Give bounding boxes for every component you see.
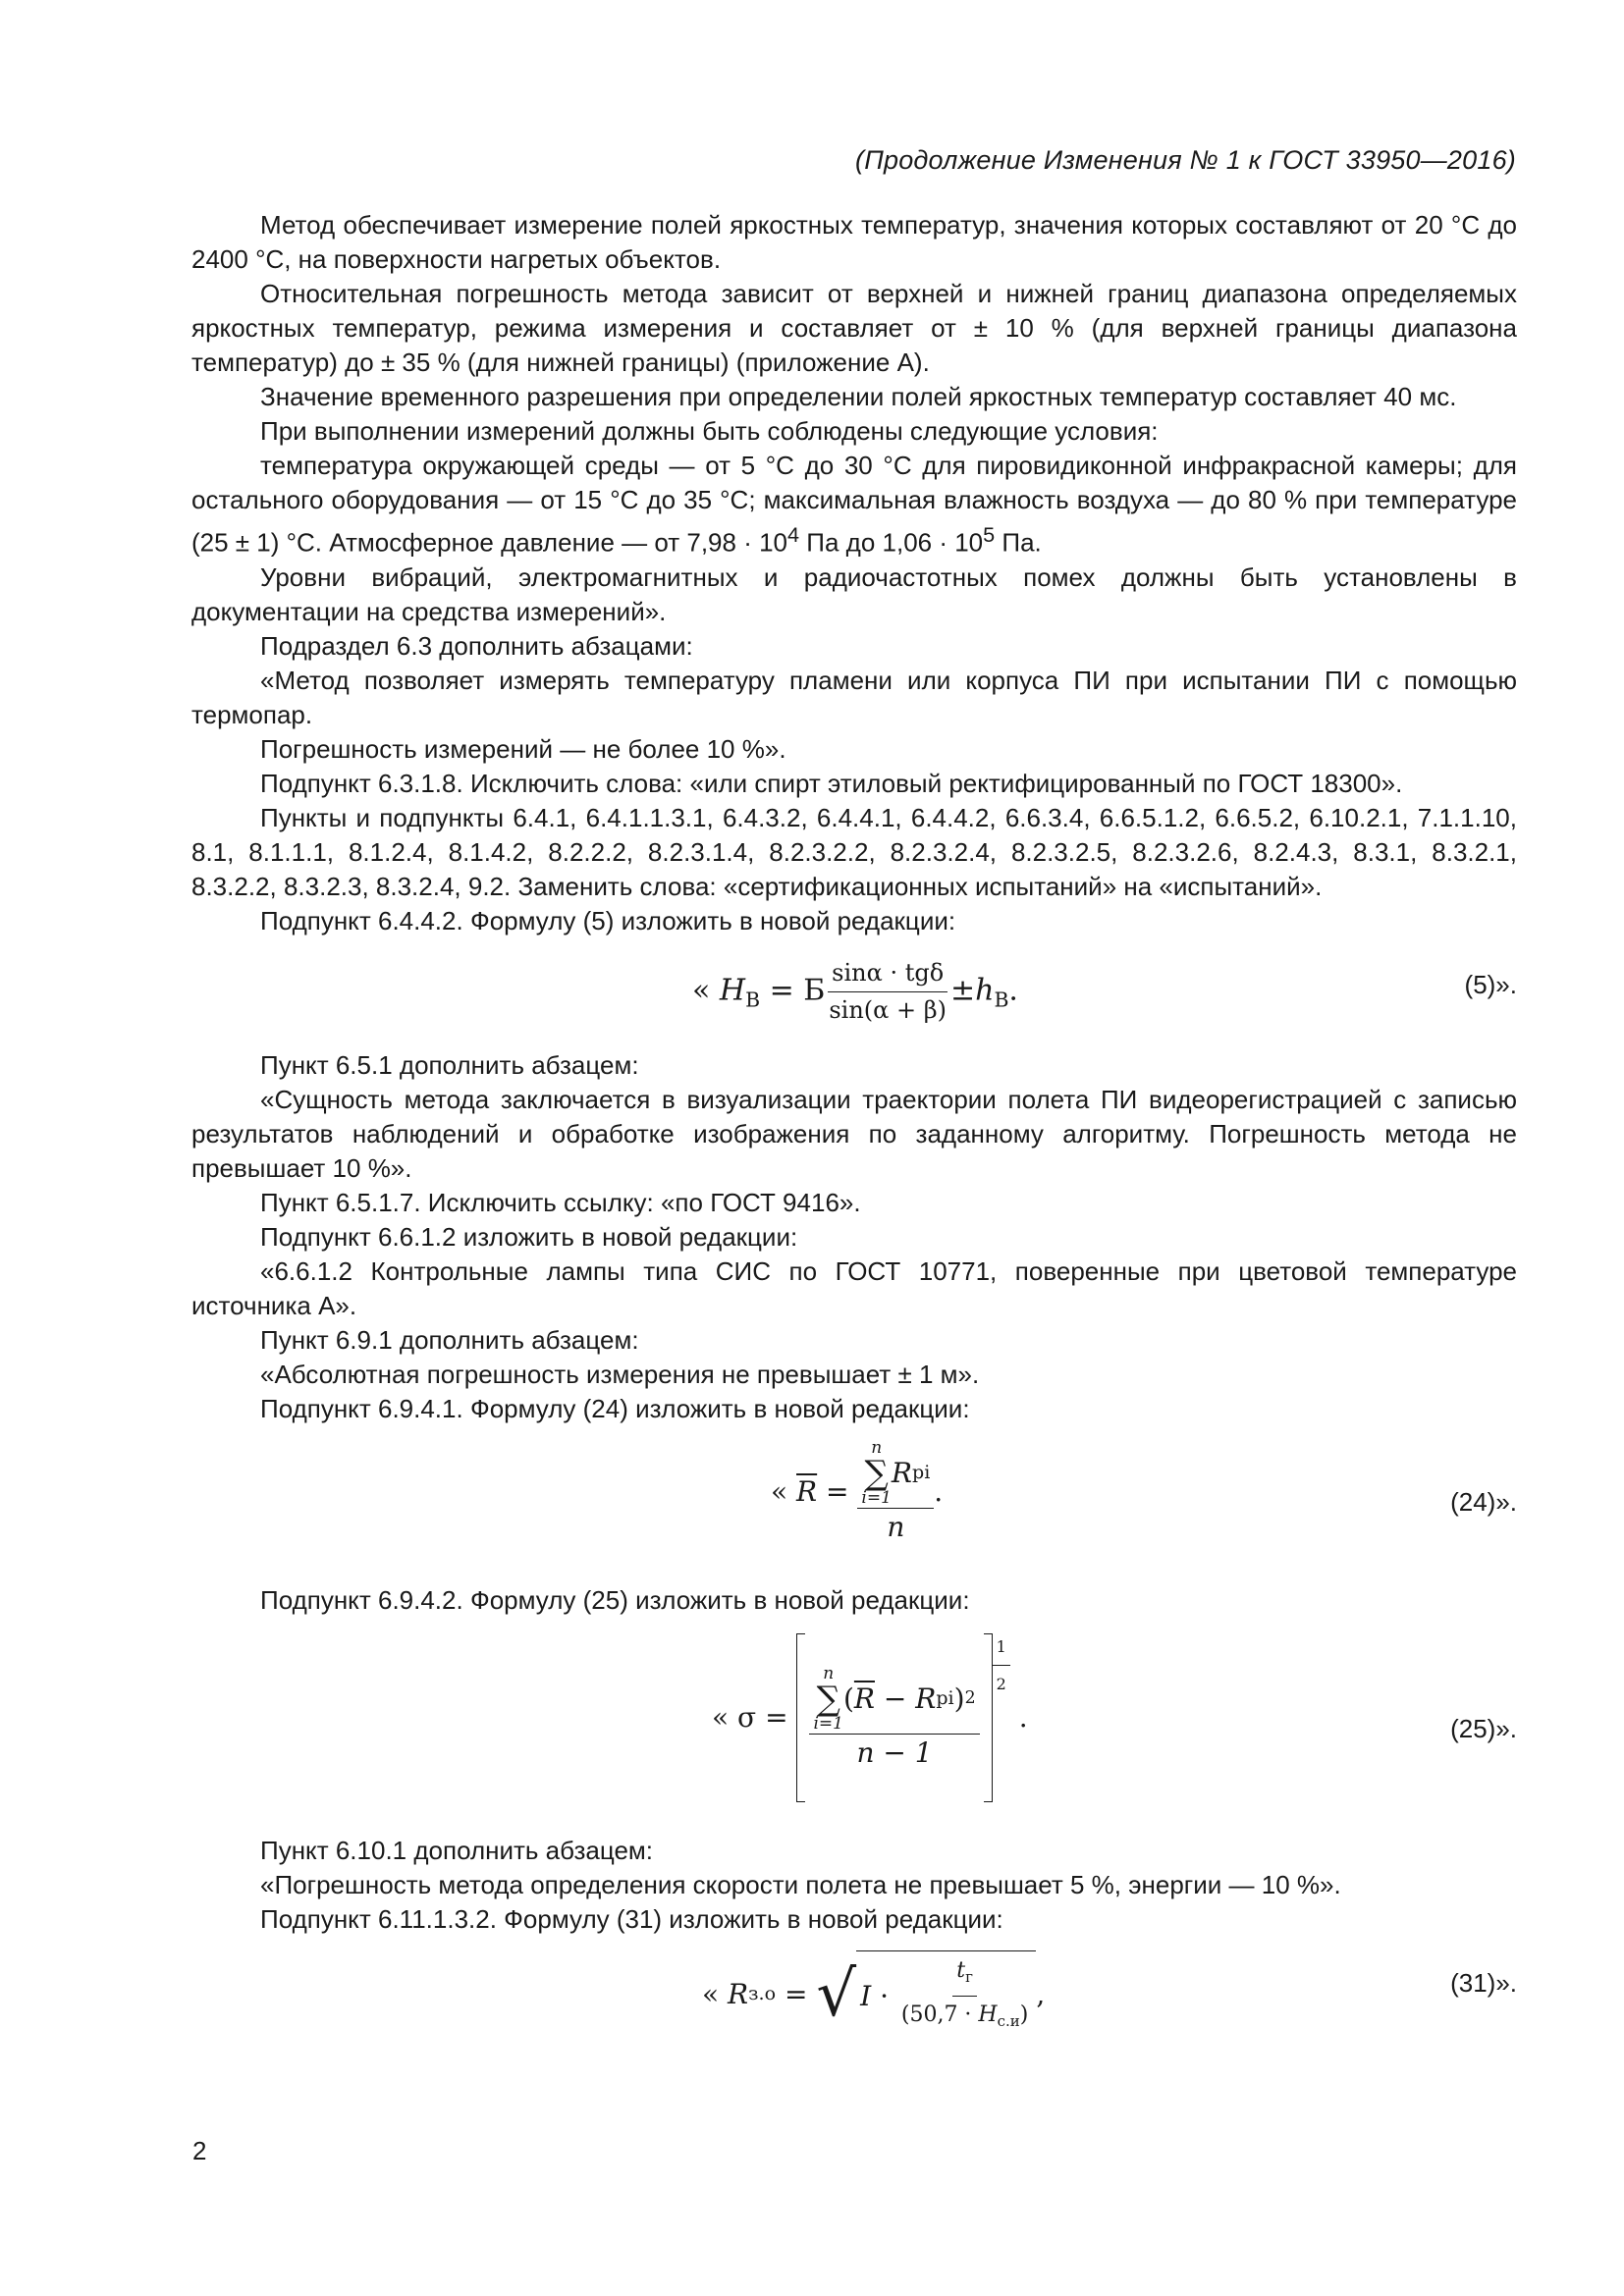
- paragraph: Подпункт 6.6.1.2 изложить в новой редакции:: [260, 1221, 798, 1252]
- paragraph: «Абсолютная погрешность измерения не превышает ± 1 м».: [260, 1359, 980, 1389]
- paragraph: Погрешность измерений — не более 10 %».: [260, 733, 786, 764]
- paragraph: Значение временного разрешения при определении полей яркостных температур составляет 40 мс.: [260, 382, 1457, 411]
- formula-number: (24)».: [1450, 1486, 1517, 1517]
- paragraph: Метод обеспечивает измерение полей яркостных температур, значения которых составляют от 20 °С до 2400 °С, на поверхности нагретых объектов.: [191, 210, 1517, 274]
- fraction: $\frac{t_г}{(50,7 \cdot H_{с.и})}$: [897, 1953, 1032, 2039]
- conditions-text: Па.: [995, 527, 1042, 558]
- paragraph: Относительная погрешность метода зависит от верхней и нижней границ диапазона определяемых яркостных температур, режима измерения и составляет от ± 10 % (для верхней границы диапазона температур) до ± 35 % (для нижней границы) (приложение А).: [191, 279, 1517, 377]
- sum-symbol: n ∑ i=1: [813, 1663, 843, 1734]
- formula-number: (5)».: [1464, 969, 1517, 999]
- paragraph: Подпункт 6.9.4.1. Формулу (24) изложить в новой редакции:: [260, 1393, 970, 1423]
- paragraph: Пункты и подпункты 6.4.1, 6.4.1.1.3.1, 6.4.3.2, 6.4.4.1, 6.4.4.2, 6.6.3.4, 6.6.5.1.2, 6.6.5.2, 6.10.2.1, 7.1.1.10, 8.1, 8.1.1.1, 8.1.2.4, 8.1.4.2, 8.2.2.2, 8.2.3.1.4, 8.2.3.2.2, 8.2.3.2.4, 8.2.3.2.5, 8.2.3.2.6, 8.2.4.3, 8.3.1, 8.3.2.1, 8.3.2.2, 8.3.2.3, 8.3.2.4, 9.2. Заменить слова: «сертификационных испытаний» на «испытаний».: [191, 802, 1517, 901]
- formula-31: « R з.о = √ I · $\frac{t_г}{(50,7 \cdot H_{с.и})}$ , (31)».: [191, 1937, 1517, 2035]
- conditions-text: температура окружающей среды — от 5 °С до 30 °С для пировидиконной инфракрасной камеры; для остального оборудования — от 15 °С до 35 °С; максимальная влажность воздуха — до 80 % при температуре (25 ± 1) °С. Атмосферное давление — от 7,98 · 10: [191, 451, 1517, 558]
- paragraph: Подпункт 6.4.4.2. Формулу (5) изложить в новой редакции:: [260, 905, 956, 935]
- running-header: (Продолжение Изменения № 1 к ГОСТ 33950—2016): [855, 145, 1516, 175]
- fraction: n ∑ i=1 R pi n: [857, 1440, 934, 1544]
- formula-25: « σ = n ∑ i=1 ( $\overline{R}$ − R pi ) 2 n − 1 $\frac{1}{2}$ . (25)».: [191, 1618, 1517, 1834]
- fraction: $\frac{\text{sinα · tgδ}}{\sin(\alpha + \beta)}$: [825, 956, 950, 1028]
- document-body: [191, 208, 1517, 2035]
- paragraph: «6.6.1.2 Контрольные лампы типа СИС по ГОСТ 10771, поверенные при цветовой температуре источника А».: [191, 1255, 1517, 1320]
- paragraph: Пункт 6.5.1.7. Исключить ссылку: «по ГОСТ 9416».: [260, 1187, 861, 1217]
- paragraph: «Метод позволяет измерять температуру пламени или корпуса ПИ при испытании ПИ с помощью термопар.: [191, 665, 1517, 729]
- paragraph: «Сущность метода заключается в визуализации траектории полета ПИ видеорегистрацией с записью результатов наблюдений и обработке изображения по заданному алгоритму. Погрешность метода не превышает 10 %».: [191, 1084, 1517, 1183]
- paragraph: Подпункт 6.11.1.3.2. Формулу (31) изложить в новой редакции:: [260, 1903, 1003, 1934]
- paragraph: «Погрешность метода определения скорости полета не превышает 5 %, энергии — 10 %».: [260, 1869, 1341, 1899]
- right-bracket: [984, 1633, 993, 1802]
- formula-number: (25)».: [1450, 1713, 1517, 1743]
- conditions-text: Па до 1,06 · 10: [799, 527, 984, 558]
- formula-number: (31)».: [1450, 1967, 1517, 1998]
- paragraph: Пункт 6.9.1 дополнить абзацем:: [260, 1324, 639, 1355]
- paragraph: Пункт 6.5.1 дополнить абзацем:: [260, 1049, 639, 1080]
- paragraph: Уровни вибраций, электромагнитных и радиочастотных помех должны быть установлены в документации на средства измерений».: [191, 561, 1517, 626]
- exponent: 4: [787, 522, 800, 547]
- paragraph: Пункт 6.10.1 дополнить абзацем:: [260, 1835, 654, 1865]
- fraction: n ∑ i=1 ( $\overline{R}$ − R pi ) 2 n − 1: [809, 1666, 979, 1770]
- page-number: 2: [192, 2136, 207, 2165]
- left-bracket: [796, 1633, 805, 1802]
- exponent-fraction: $\frac{1}{2}$: [993, 1629, 1010, 1701]
- paragraph: Подпункт 6.9.4.2. Формулу (25) изложить в новой редакции:: [260, 1584, 970, 1615]
- paragraph: Подраздел 6.3 дополнить абзацами:: [260, 630, 693, 661]
- conditions-paragraph: [191, 449, 1517, 561]
- formula-24: « $\overline{R}$ = n ∑ i=1 R pi n . (24)».: [771, 1437, 1517, 1543]
- square-root: √ I · $\frac{t_г}{(50,7 \cdot H_{с.и})}$: [816, 1950, 1036, 2039]
- exponent: 5: [983, 522, 996, 547]
- paragraph: При выполнении измерений должны быть соблюдены следующие условия:: [260, 416, 1159, 446]
- formula-5: « $H_В = Б$ $\frac{\text{sinα · tgδ}}{\sin(\alpha + \beta)}$ $\pm h_В$. (5)».: [191, 938, 1517, 1037]
- sum-symbol: n ∑ i=1: [861, 1437, 892, 1508]
- paragraph: Подпункт 6.3.1.8. Исключить слова: «или спирт этиловый ректифицированный по ГОСТ 18300».: [260, 768, 1403, 798]
